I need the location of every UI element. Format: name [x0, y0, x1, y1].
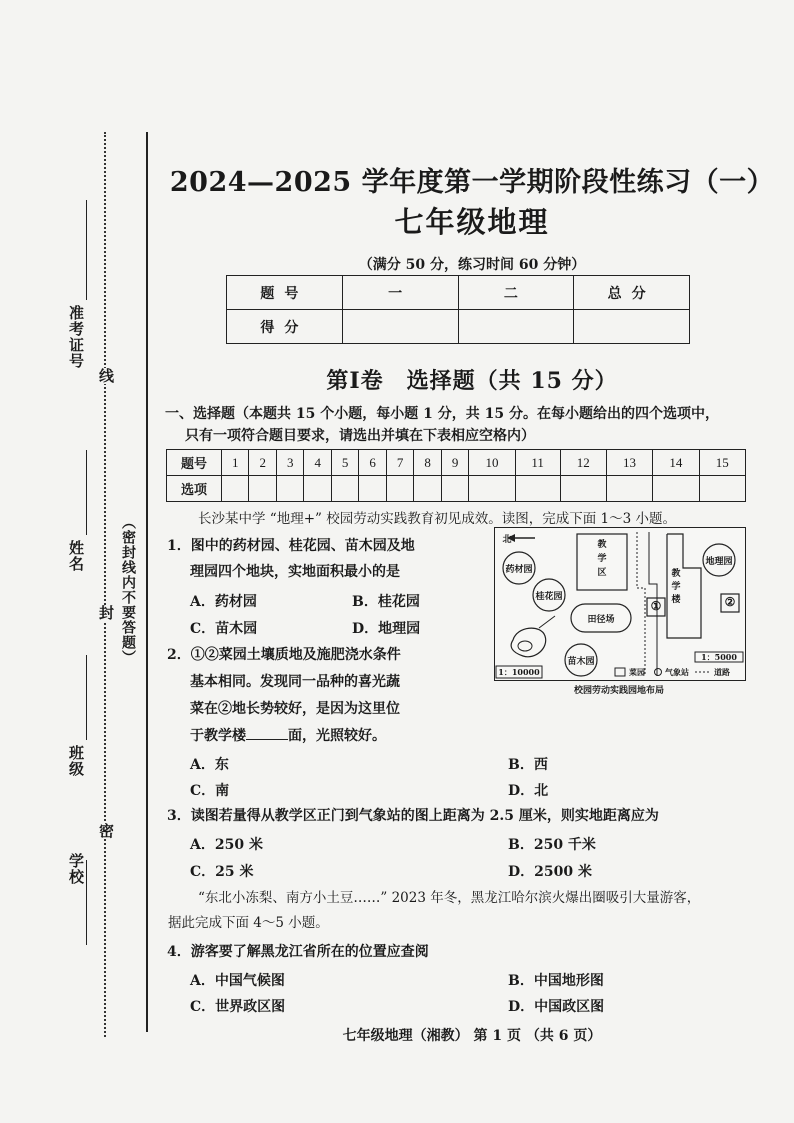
q3-option-d[interactable]: D．2500 米 — [508, 864, 592, 880]
q4-option-d[interactable]: D．中国政区图 — [508, 999, 605, 1015]
q1-option-a[interactable]: A．药材园 — [190, 594, 257, 610]
q2-line-1: 2．①②菜园土壤质地及施肥浇水条件 — [167, 647, 401, 663]
score-cell[interactable] — [342, 310, 458, 344]
map-plot-1-label: ① — [650, 599, 662, 613]
map-teaching-area-label: 教学区 — [597, 540, 607, 578]
q4-option-a[interactable]: A．中国气候图 — [190, 973, 285, 989]
score-header-cell: 二 — [458, 276, 574, 310]
seal-dotted-line — [104, 132, 106, 1037]
map-track-label: 田径场 — [587, 615, 615, 625]
q3-option-c[interactable]: C．25 米 — [190, 864, 254, 880]
map-scale-right: 1：5000 — [701, 652, 737, 662]
section-instruction-2: 只有一项符合题目要求，请选出并填在下表相应空格内） — [185, 428, 535, 444]
q1-line-2: 理园四个地块，实地面积最小的是 — [190, 564, 400, 580]
q2-line-4-end: 面，光照较好。 — [288, 728, 386, 744]
exam-id-blank[interactable] — [86, 200, 87, 300]
map-nursery-label: 苗木园 — [567, 657, 595, 667]
q2-line-4-start: 于教学楼 — [190, 728, 246, 744]
q2-option-a[interactable]: A．东 — [190, 757, 229, 773]
answer-row-label: 题号 — [167, 450, 222, 476]
answer-number-cell: 8 — [414, 450, 441, 476]
map-osmanthus-label: 桂花园 — [535, 592, 563, 602]
name-label: 姓名 — [67, 540, 85, 572]
answer-option-cell[interactable] — [359, 476, 386, 502]
answer-row-label: 选项 — [167, 476, 222, 502]
answer-table — [166, 449, 746, 502]
answer-option-cell[interactable] — [249, 476, 276, 502]
passage-1: 长沙某中学 “地理+” 校园劳动实践教育初见成效。读图，完成下面 1～3 小题。 — [198, 511, 676, 527]
section-instruction-1: 一、选择题（本题共 15 个小题，每小题 1 分，共 15 分。在每小题给出的四个选项中， — [165, 406, 719, 422]
q2-line-2: 基本相同。发现同一品种的喜光蔬 — [190, 674, 400, 690]
page-footer: 七年级地理（湘教） 第 1 页 （共 6 页） — [342, 1028, 602, 1044]
score-table — [226, 275, 690, 344]
answer-option-cell[interactable] — [222, 476, 249, 502]
answer-option-cell[interactable] — [304, 476, 331, 502]
pond-island-shape — [518, 641, 532, 651]
pond-shape — [511, 628, 546, 657]
answer-option-cell[interactable] — [276, 476, 303, 502]
class-blank[interactable] — [86, 655, 87, 740]
answer-number-cell: 11 — [515, 450, 560, 476]
answer-number-cell: 4 — [304, 450, 331, 476]
section-title: 第Ⅰ卷 选择题（共 15 分） — [326, 368, 618, 394]
q2-option-c[interactable]: C．南 — [190, 783, 230, 799]
answer-number-cell: 15 — [699, 450, 746, 476]
exam-id-label: 准考证号 — [67, 305, 85, 369]
answer-option-cell[interactable] — [653, 476, 699, 502]
answer-number-cell: 9 — [441, 450, 468, 476]
q2-option-b[interactable]: B．西 — [508, 757, 548, 773]
school-label: 学校 — [67, 853, 85, 885]
answer-number-row — [167, 450, 746, 476]
answer-number-cell: 2 — [249, 450, 276, 476]
score-value-row — [227, 310, 690, 344]
answer-number-cell: 10 — [469, 450, 515, 476]
answer-number-cell: 1 — [222, 450, 249, 476]
score-header-cell: 题号 — [227, 276, 343, 310]
map-legend-road: 道路 — [714, 667, 730, 677]
q3-stem: 3．读图若量得从教学区正门到气象站的图上距离为 2.5 厘米，则实地距离应为 — [167, 808, 659, 824]
exam-title: 2024—2025 学年度第一学期阶段性练习（一） — [169, 167, 775, 198]
q2-line-4 — [190, 726, 386, 746]
subject-title: 七年级地理 — [394, 205, 550, 239]
map-medicinal-label: 药材园 — [505, 565, 533, 575]
seal-char-secret: 密 — [97, 823, 115, 839]
q2-line-3: 菜在②地长势较好，是因为这里位 — [190, 701, 400, 717]
answer-option-cell[interactable] — [441, 476, 468, 502]
q4-option-c[interactable]: C．世界政区图 — [190, 999, 286, 1015]
map-legend-garden: 菜园 — [629, 667, 645, 677]
q3-option-b[interactable]: B．250 千米 — [508, 837, 596, 853]
score-row-label: 得分 — [227, 310, 343, 344]
seal-char-seal: 封 — [97, 605, 115, 621]
page-margin-line — [146, 132, 148, 1032]
q1-option-c[interactable]: C．苗木园 — [190, 621, 258, 637]
answer-option-cell[interactable] — [414, 476, 441, 502]
answer-number-cell: 5 — [331, 450, 358, 476]
legend-garden-icon — [615, 668, 625, 676]
road-line — [637, 532, 645, 676]
score-cell[interactable] — [458, 310, 574, 344]
map-caption: 校园劳动实践园地布局 — [573, 686, 664, 696]
answer-option-cell[interactable] — [469, 476, 515, 502]
answer-number-cell: 13 — [606, 450, 652, 476]
answer-number-cell: 7 — [386, 450, 413, 476]
answer-option-cell[interactable] — [515, 476, 560, 502]
q4-stem: 4．游客要了解黑龙江省所在的位置应查阅 — [167, 944, 429, 960]
answer-number-cell: 12 — [560, 450, 606, 476]
answer-option-cell[interactable] — [386, 476, 413, 502]
class-label: 班级 — [67, 745, 85, 777]
answer-option-cell[interactable] — [606, 476, 652, 502]
exam-subtitle: （满分 50 分，练习时间 60 分钟） — [358, 257, 586, 273]
map-scale-left: 1：10000 — [498, 667, 540, 677]
answer-number-cell: 6 — [359, 450, 386, 476]
campus-map — [494, 527, 746, 681]
path-line — [539, 616, 555, 628]
answer-option-cell[interactable] — [331, 476, 358, 502]
seal-notice: （密封线内不要答题） — [120, 515, 136, 665]
q1-option-d[interactable]: D．地理园 — [352, 621, 421, 637]
name-blank[interactable] — [86, 450, 87, 535]
map-teaching-building-label: 教学楼 — [671, 569, 681, 605]
q4-option-b[interactable]: B．中国地形图 — [508, 973, 604, 989]
answer-option-row — [167, 476, 746, 502]
map-geography-label: 地理园 — [705, 557, 733, 567]
passage-2-line-2: 据此完成下面 4～5 小题。 — [168, 915, 329, 931]
score-cell[interactable] — [574, 310, 690, 344]
answer-option-cell[interactable] — [560, 476, 606, 502]
answer-number-cell: 14 — [653, 450, 699, 476]
score-header-row — [227, 276, 690, 310]
q2-option-d[interactable]: D．北 — [508, 783, 549, 799]
q2-answer-blank[interactable] — [246, 739, 288, 740]
q1-option-b[interactable]: B．桂花园 — [352, 594, 420, 610]
q1-line-1: 1．图中的药材园、桂花园、苗木园及地 — [167, 538, 415, 554]
legend-weather-icon — [655, 669, 662, 676]
map-plot-2-label: ② — [724, 595, 736, 609]
answer-option-cell[interactable] — [699, 476, 746, 502]
map-north-label: 北 — [502, 535, 512, 545]
q3-option-a[interactable]: A．250 米 — [190, 837, 263, 853]
answer-number-cell: 3 — [276, 450, 303, 476]
passage-2-line-1: “东北小冻梨、南方小土豆……” 2023 年冬，黑龙江哈尔滨火爆出圈吸引大量游客， — [198, 890, 701, 906]
score-header-cell: 总分 — [574, 276, 690, 310]
seal-char-line: 线 — [97, 368, 115, 384]
map-legend-weather: 气象站 — [665, 667, 689, 677]
score-header-cell: 一 — [342, 276, 458, 310]
